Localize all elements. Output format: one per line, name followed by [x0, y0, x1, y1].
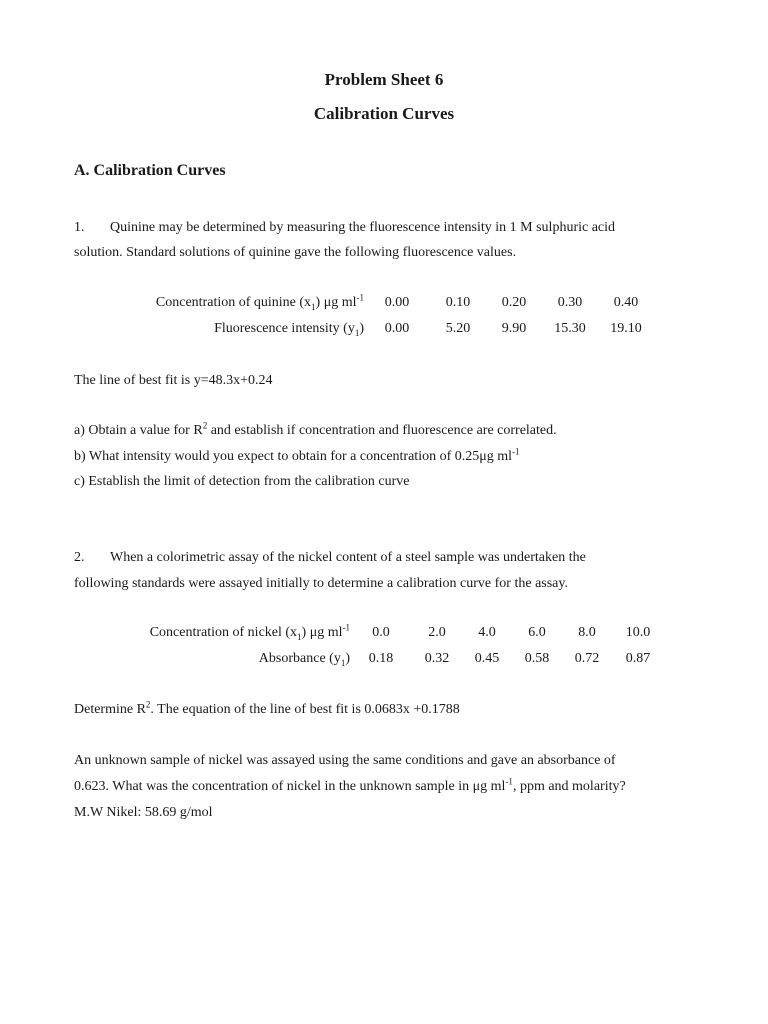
page-title: Problem Sheet 6 [324, 70, 444, 89]
q2-concentration-row [110, 620, 664, 646]
table-cell: 0.0 [372, 625, 390, 640]
q2-text-line2: following standards were assayed initially to determine a calibration curve for the assay. [74, 576, 568, 591]
table-cell: 0.45 [474, 651, 500, 666]
q1-part-b: b) What intensity would you expect to obtain for a concentration of 0.25μg $ml^{-1}$ [74, 446, 520, 464]
table-cell: 6.0 [528, 625, 546, 640]
table-cell: 0.00 [384, 321, 410, 336]
q2-number: 2. [74, 550, 85, 565]
q1-number: 1. [74, 220, 85, 235]
q1-concentration-label: Concentration of quinine $(x_1)$ μg $ml^{-1}$ [155, 292, 364, 312]
q2-unknown-line1: An unknown sample of nickel was assayed using the same conditions and gave an absorbance of [74, 753, 616, 768]
q1-part-c: c) Establish the limit of detection from the calibration curve [74, 474, 410, 489]
q1-best-fit: The line of best fit is y=48.3x+0.24 [74, 373, 273, 388]
q2-determine: Determine $R^2$. The equation of the line of best fit is 0.0683x +0.1788 [74, 699, 460, 717]
table-cell: 15.30 [554, 321, 586, 336]
table-cell: 0.32 [424, 651, 450, 666]
q1-intensity-label: Fluorescence intensity $(y_1)$ [214, 321, 364, 338]
q1-data-table [120, 290, 654, 342]
q1-intensity-row [120, 316, 654, 342]
q2-text-line1: When a colorimetric assay of the nickel content of a steel sample was undertaken the [110, 550, 586, 565]
table-cell: 0.58 [524, 651, 550, 666]
q2-concentration-label: Concentration of nickel $(x_1)$ μg $ml^{-1}$ [149, 622, 350, 642]
table-cell: 9.90 [501, 321, 527, 336]
table-cell: 0.20 [501, 295, 527, 310]
q2-data-table [110, 620, 664, 672]
q2-unknown-line3: M.W Nikel: 58.69 g/mol [74, 805, 213, 820]
page-subtitle: Calibration Curves [313, 104, 455, 123]
q1-text-line1: Quinine may be determined by measuring the fluorescence intensity in 1 M sulphuric acid [110, 220, 616, 235]
table-cell: 0.00 [384, 295, 410, 310]
q2-absorbance-label: Absorbance $(y_1)$ [258, 651, 350, 668]
q1-part-a: a) Obtain a value for $R^2$ and establish if concentration and fluorescence are correlated. [74, 420, 557, 438]
table-cell: 2.0 [428, 625, 446, 640]
table-cell: 0.10 [445, 295, 471, 310]
table-cell: 0.18 [368, 651, 394, 666]
table-cell: 0.40 [613, 295, 639, 310]
table-cell: 0.30 [557, 295, 583, 310]
q1-concentration-row [120, 290, 654, 316]
table-cell: 19.10 [610, 321, 642, 336]
q2-absorbance-row [110, 646, 664, 672]
table-cell: 0.72 [574, 651, 600, 666]
q1-text-line2: solution. Standard solutions of quinine gave the following fluorescence values. [74, 245, 517, 260]
table-cell: 5.20 [445, 321, 471, 336]
table-cell: 8.0 [578, 625, 596, 640]
table-cell: 0.87 [625, 651, 651, 666]
q2-unknown-line2: 0.623. What was the concentration of nickel in the unknown sample in μg $ml^{-1}$, ppm and molarity? [74, 776, 626, 794]
table-cell: 10.0 [625, 625, 651, 640]
table-cell: 4.0 [478, 625, 496, 640]
section-heading: A. Calibration Curves [74, 162, 226, 179]
